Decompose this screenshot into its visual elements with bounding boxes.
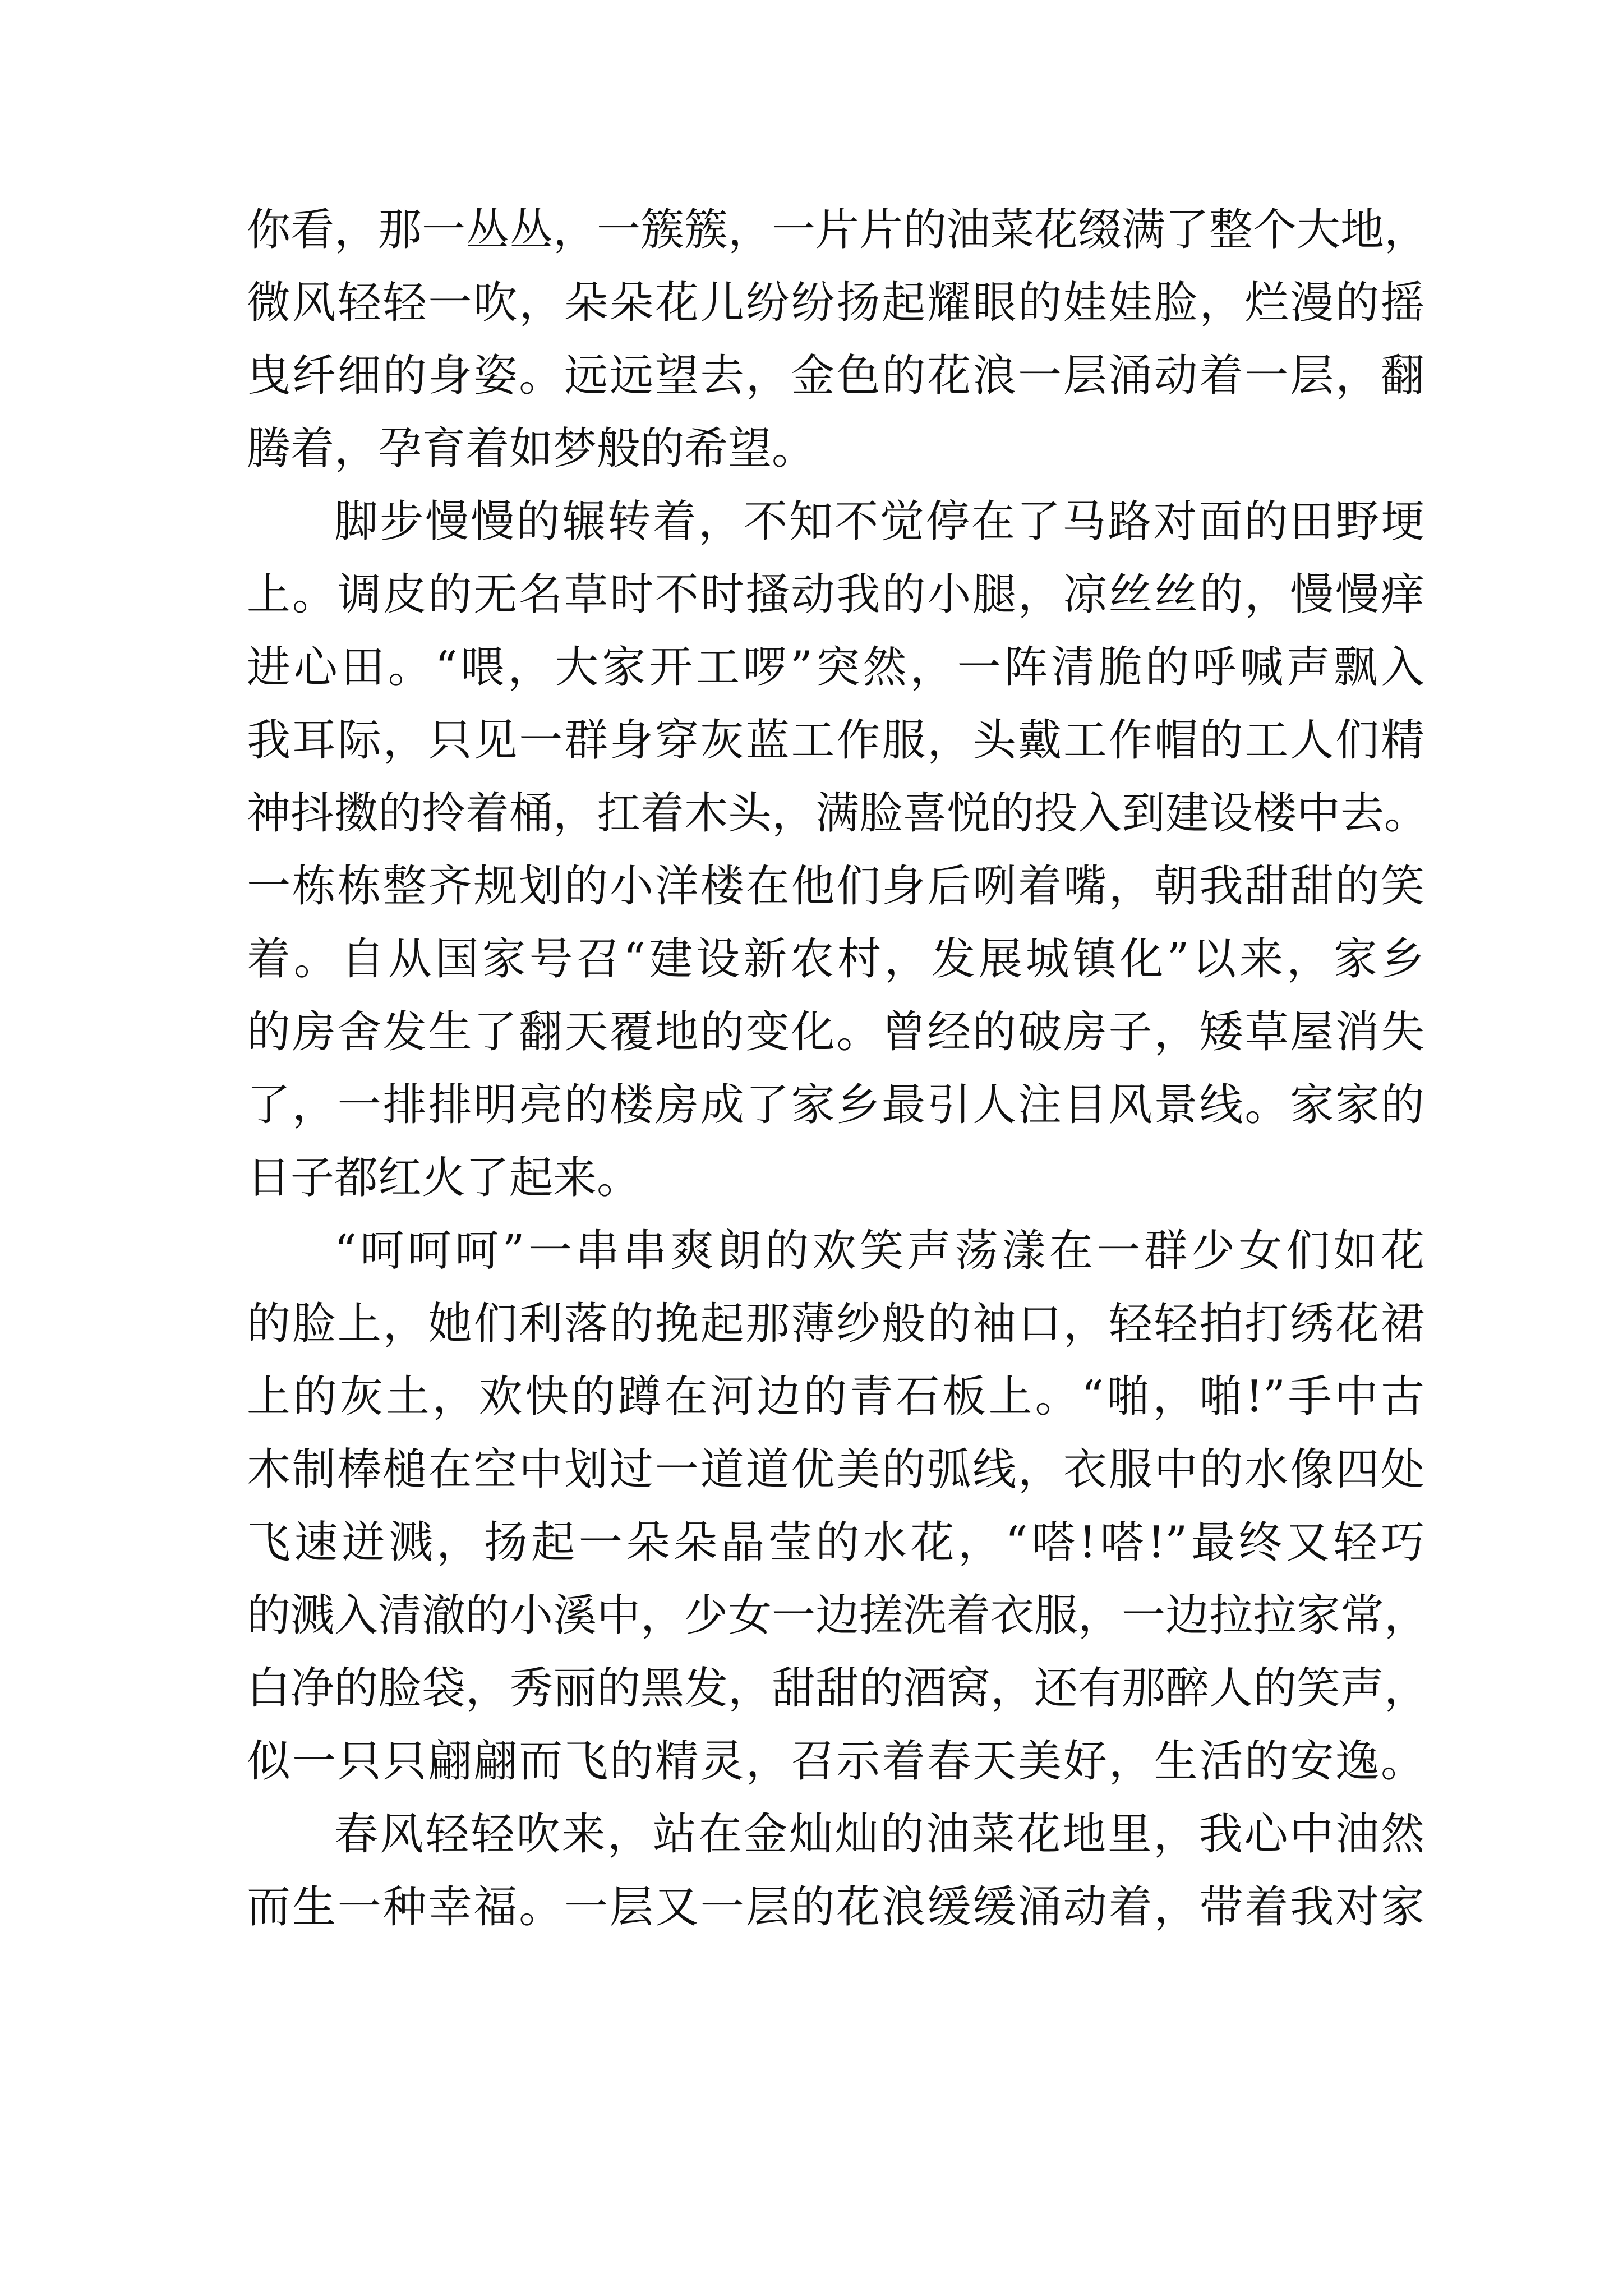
text-line: 的脸上，她们利落的挽起那薄纱般的袖口，轻轻拍打绣花裙 (247, 1299, 1424, 1349)
text-line: 的溅入清澈的小溪中，少女一边搓洗着衣服，一边拉拉家常， (247, 1590, 1428, 1641)
text-line: 而生一种幸福。一层又一层的花浪缓缓涌动着，带着我对家 (247, 1882, 1424, 1932)
paragraph-1 (247, 194, 1428, 485)
text-line: 曳纤细的身姿。远远望去，金色的花浪一层涌动着一层，翻 (247, 351, 1424, 401)
paragraph-2 (247, 485, 1428, 1214)
text-line: 上。调皮的无名草时不时搔动我的小腿，凉丝丝的，慢慢痒 (247, 569, 1424, 620)
text-line: 上的灰土，欢快的蹲在河边的青石板上。“啪，啪!”手中古 (247, 1372, 1424, 1422)
text-line: 一栋栋整齐规划的小洋楼在他们身后咧着嘴，朝我甜甜的笑 (247, 861, 1424, 912)
paragraph-3 (247, 1214, 1428, 1798)
text-line: 神抖擞的拎着桶，扛着木头，满脸喜悦的投入到建设楼中去。 (247, 788, 1428, 839)
text-line: 脚步慢慢的辗转着，不知不觉停在了马路对面的田野埂 (334, 496, 1424, 547)
text-line: “呵呵呵”一串串爽朗的欢笑声荡漾在一群少女们如花 (334, 1226, 1424, 1276)
text-line: 着。自从国家号召“建设新农村，发展城镇化”以来，家乡 (247, 934, 1424, 984)
text-line: 腾着，孕育着如梦般的希望。 (247, 424, 816, 474)
text-line: 你看，那一丛丛，一簇簇，一片片的油菜花缀满了整个大地， (247, 205, 1428, 255)
text-line: 春风轻轻吹来，站在金灿灿的油菜花地里，我心中油然 (334, 1809, 1424, 1860)
body-text (247, 194, 1428, 1944)
text-line: 飞速迸溅，扬起一朵朵晶莹的水花，“嗒!嗒!”最终又轻巧 (247, 1517, 1424, 1568)
text-line: 微风轻轻一吹，朵朵花儿纷纷扬起耀眼的娃娃脸，烂漫的摇 (247, 278, 1424, 328)
text-line: 木制棒槌在空中划过一道道优美的弧线，衣服中的水像四处 (247, 1444, 1424, 1495)
text-line: 进心田。“喂，大家开工啰”突然，一阵清脆的呼喊声飘入 (247, 642, 1424, 693)
text-line: 似一只只翩翩而飞的精灵，召示着春天美好，生活的安逸。 (247, 1736, 1424, 1787)
text-line: 日子都红火了起来。 (247, 1153, 641, 1203)
text-line: 了，一排排明亮的楼房成了家乡最引人注目风景线。家家的 (247, 1080, 1424, 1130)
text-line: 我耳际，只见一群身穿灰蓝工作服，头戴工作帽的工人们精 (247, 715, 1424, 766)
paragraph-4 (247, 1798, 1424, 1944)
text-line: 白净的脸袋，秀丽的黑发，甜甜的酒窝，还有那醉人的笑声， (247, 1663, 1428, 1714)
text-line: 的房舍发生了翻天覆地的变化。曾经的破房子，矮草屋消失 (247, 1007, 1424, 1057)
